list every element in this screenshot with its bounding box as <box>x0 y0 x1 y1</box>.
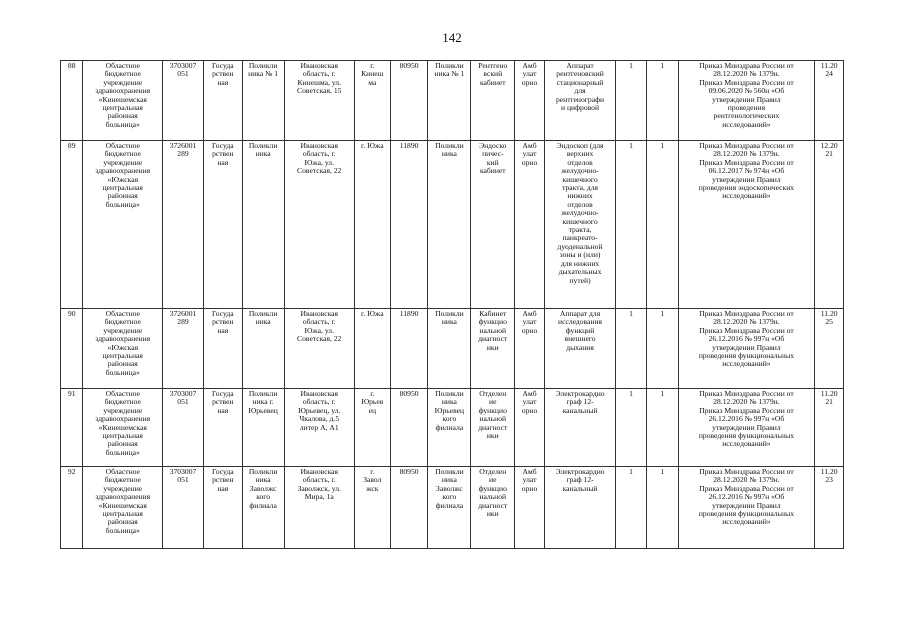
organization-cell: Областное бюджетное учреждение здравоохранения «Кинешемская центральная районная больница» <box>83 467 163 549</box>
table-row <box>61 467 844 549</box>
quantity-cell: 1 <box>616 389 647 467</box>
inn-cell: 3703007 051 <box>163 389 204 467</box>
department-cell: Поликли ника <box>428 141 471 309</box>
locality-cell: г. Юрьев ец <box>354 389 390 467</box>
equipment-cell: Аппарат рентгеновский стационарный для рентгенографи и цифровой <box>544 61 615 141</box>
equipment-cell: Электрокардио граф 12- канальный <box>544 467 615 549</box>
regulation-cell: Приказ Минздрава России от 28.12.2020 № 1379н. Приказ Минздрава России от 26.12.2016 № 997н «Об утверждении Правил проведения функциональных исследований» <box>678 467 815 549</box>
row-number-cell: 91 <box>61 389 83 467</box>
inn-cell: 3726001 289 <box>163 309 204 389</box>
subdivision-cell: Поликли ника Заволжс кого филиала <box>242 467 284 549</box>
inn-cell: 3703007 051 <box>163 61 204 141</box>
care-condition-cell: Амб улат орно <box>515 467 545 549</box>
organization-cell: Областное бюджетное учреждение здравоохранения «Южская центральная районная больница» <box>83 309 163 389</box>
okato-cell: 11890 <box>390 141 428 309</box>
locality-cell: г. Завол жск <box>354 467 390 549</box>
subdivision-cell: Поликли ника г. Юрьевец <box>242 389 284 467</box>
quantity-cell: 1 <box>616 141 647 309</box>
equipment-cell: Электрокардио граф 12- канальный <box>544 389 615 467</box>
row-number-cell: 92 <box>61 467 83 549</box>
department-cell: Поликли ника № 1 <box>428 61 471 141</box>
room-cell: Эндоско пичес- кий кабинет <box>471 141 515 309</box>
regulation-cell: Приказ Минздрава России от 28.12.2020 № 1379н. Приказ Минздрава России от 26.12.2016 № 997н «Об утверждении Правил проведения функциональных исследований» <box>678 309 815 389</box>
subdivision-cell: Поликли ника <box>242 309 284 389</box>
locality-cell: г. Южа <box>354 309 390 389</box>
room-cell: Отделен ие функцио нальной диагност ики <box>471 389 515 467</box>
row-number-cell: 88 <box>61 61 83 141</box>
quantity-cell: 1 <box>646 61 678 141</box>
okato-cell: 11890 <box>390 309 428 389</box>
okato-cell: 80950 <box>390 389 428 467</box>
table-row <box>61 309 844 389</box>
department-cell: Поликли ника Заволжс кого филиала <box>428 467 471 549</box>
quantity-cell: 1 <box>646 389 678 467</box>
subdivision-cell: Поликли ника <box>242 141 284 309</box>
room-cell: Рентгено вский кабинет <box>471 61 515 141</box>
date-cell: 11.20 24 <box>815 61 844 141</box>
date-cell: 11.20 23 <box>815 467 844 549</box>
care-condition-cell: Амб улат орно <box>515 141 545 309</box>
regulation-cell: Приказ Минздрава России от 28.12.2020 № 1379н. Приказ Минздрава России от 26.12.2016 № 997н «Об утверждении Правил проведения функциональных исследований» <box>678 389 815 467</box>
address-cell: Ивановская область, г. Южа, ул. Советская, 22 <box>284 309 354 389</box>
page-number: 142 <box>442 30 462 45</box>
date-cell: 11.20 21 <box>815 389 844 467</box>
locality-cell: г. Кинеш ма <box>354 61 390 141</box>
department-cell: Поликли ника Юрьевец кого филиала <box>428 389 471 467</box>
care-condition-cell: Амб улат орно <box>515 389 545 467</box>
ownership-form-cell: Госуда рствен ная <box>203 141 242 309</box>
table-row <box>61 141 844 309</box>
address-cell: Ивановская область, г. Кинешма, ул. Советская, 15 <box>284 61 354 141</box>
quantity-cell: 1 <box>646 141 678 309</box>
subdivision-cell: Поликли ника № 1 <box>242 61 284 141</box>
table-body <box>61 61 844 549</box>
quantity-cell: 1 <box>616 467 647 549</box>
organization-cell: Областное бюджетное учреждение здравоохранения «Кинешемская центральная районная больница» <box>83 61 163 141</box>
inn-cell: 3726001 289 <box>163 141 204 309</box>
organization-cell: Областное бюджетное учреждение здравоохранения «Южская центральная районная больница» <box>83 141 163 309</box>
room-cell: Кабинет функцио нальной диагност ики <box>471 309 515 389</box>
quantity-cell: 1 <box>616 61 647 141</box>
row-number-cell: 89 <box>61 141 83 309</box>
date-cell: 11.20 25 <box>815 309 844 389</box>
okato-cell: 80950 <box>390 61 428 141</box>
table-row <box>61 389 844 467</box>
equipment-cell: Аппарат для исследования функций внешнего дыхания <box>544 309 615 389</box>
address-cell: Ивановская область, г. Южа, ул. Советская, 22 <box>284 141 354 309</box>
table-row <box>61 61 844 141</box>
equipment-register-table <box>60 60 844 549</box>
regulation-cell: Приказ Минздрава России от 28.12.2020 № 1379н. Приказ Минздрава России от 06.12.2017 № 974н «Об утверждении Правил проведения эндоскопических исследований» <box>678 141 815 309</box>
equipment-cell: Эндоскоп (для верхних отделов желудочно- кишечного тракта, для нижних отделов желудочно- кишечного тракта, панкреато- дуоденальной зоны и (или) для нижних дыхательных путей) <box>544 141 615 309</box>
okato-cell: 80950 <box>390 467 428 549</box>
address-cell: Ивановская область, г. Юрьевец, ул. Чкалова, д.5 литер А, А1 <box>284 389 354 467</box>
ownership-form-cell: Госуда рствен ная <box>203 61 242 141</box>
ownership-form-cell: Госуда рствен ная <box>203 467 242 549</box>
address-cell: Ивановская область, г. Заволжск, ул. Мира, 1а <box>284 467 354 549</box>
organization-cell: Областное бюджетное учреждение здравоохранения «Кинешемская центральная районная больница» <box>83 389 163 467</box>
quantity-cell: 1 <box>616 309 647 389</box>
regulation-cell: Приказ Минздрава России от 28.12.2020 № 1379н. Приказ Минздрава России от 09.06.2020 № 560н «Об утверждении Правил проведения рентгенологических исследований» <box>678 61 815 141</box>
department-cell: Поликли ника <box>428 309 471 389</box>
room-cell: Отделен ие функцио нальной диагност ики <box>471 467 515 549</box>
date-cell: 12.20 21 <box>815 141 844 309</box>
ownership-form-cell: Госуда рствен ная <box>203 389 242 467</box>
row-number-cell: 90 <box>61 309 83 389</box>
quantity-cell: 1 <box>646 467 678 549</box>
ownership-form-cell: Госуда рствен ная <box>203 309 242 389</box>
quantity-cell: 1 <box>646 309 678 389</box>
inn-cell: 3703007 051 <box>163 467 204 549</box>
care-condition-cell: Амб улат орно <box>515 309 545 389</box>
care-condition-cell: Амб улат орно <box>515 61 545 141</box>
locality-cell: г. Южа <box>354 141 390 309</box>
